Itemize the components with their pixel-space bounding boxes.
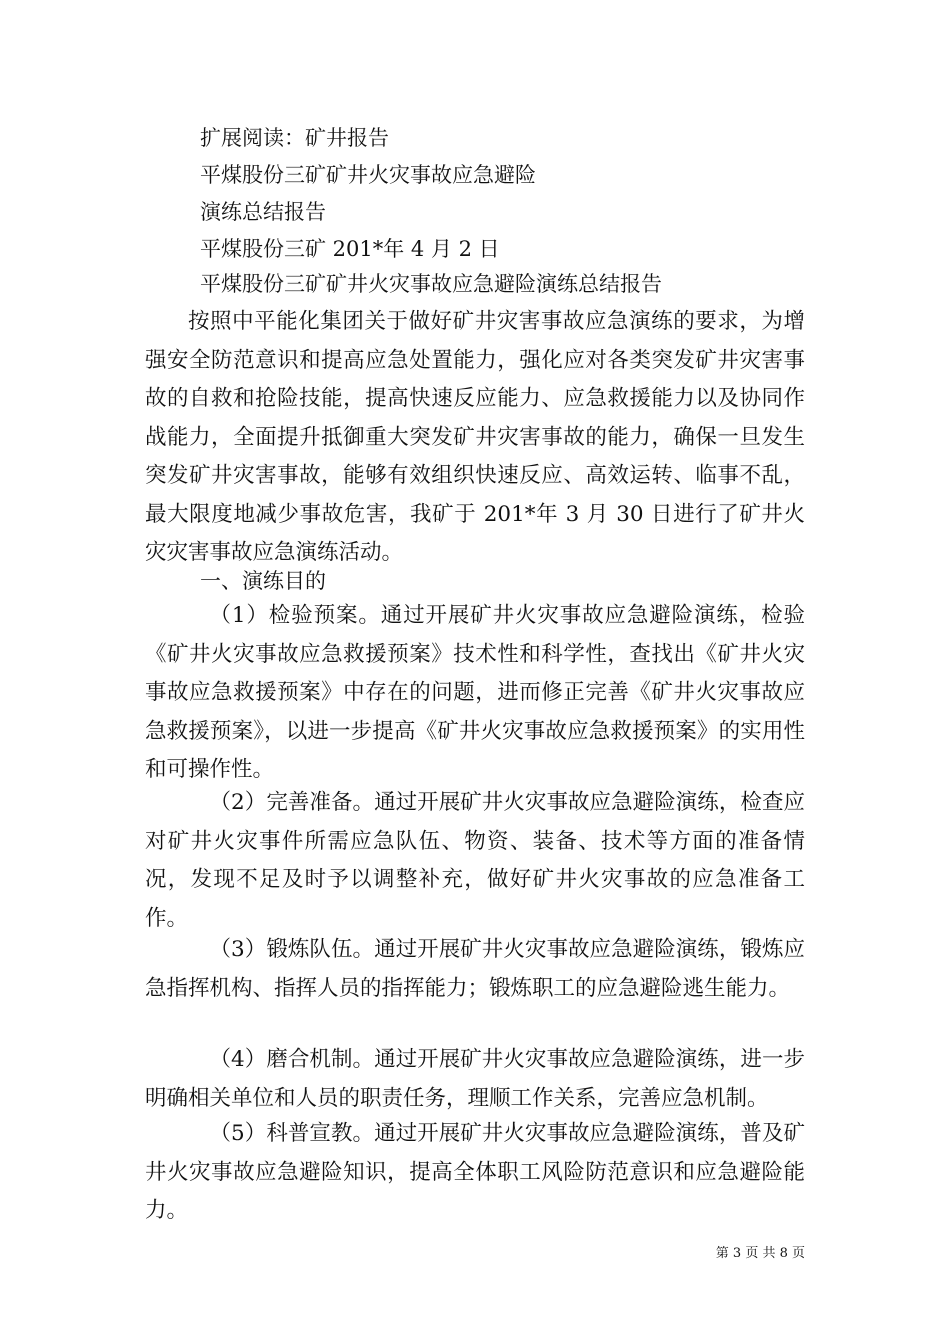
intro-paragraph: 按照中平能化集团关于做好矿井灾害事故应急演练的要求，为增强安全防范意识和提高应急处置能力，强化应对各类突发矿井灾害事故的自救和抢险技能，提高快速反应能力、应急救援能力以及协同作战能力，全面提升抵御重大突发矿井灾害事故的能力，确保一旦发生突发矿井灾害事故，能够有效组织快速反应、高效运转、临事不乱，最大限度地减少事故危害，我矿于 201*年 3 月 30 日进行了矿井火灾灾害事故应急演练活动。	[145, 309, 805, 565]
purpose-item-3: （3）锻炼队伍。通过开展矿井火灾事故应急避险演练，锻炼应急指挥机构、指挥人员的指挥能力；锻炼职工的应急避险逃生能力。	[145, 937, 805, 1001]
purpose-item-1: （1）检验预案。通过开展矿井火灾事故应急避险演练，检验《矿井火灾事故应急救援预案》技术性和科学性，查找出《矿井火灾事故应急救援预案》中存在的问题，进而修正完善《矿井火灾事故应急救援预案》，以进一步提高《矿井火灾事故应急救援预案》的实用性和可操作性。	[145, 603, 805, 782]
report-full-title: 平煤股份三矿矿井火灾事故应急避险演练总结报告	[200, 272, 662, 296]
purpose-item-5: （5）科普宣教。通过开展矿井火灾事故应急避险演练，普及矿井火灾事故应急避险知识，提高全体职工风险防范意识和应急避险能力。	[145, 1121, 805, 1223]
page-number-footer: 第 3 页 共 8 页	[715, 1246, 805, 1261]
section-heading: 一、演练目的	[200, 569, 326, 593]
report-title-line-1: 平煤股份三矿矿井火灾事故应急避险	[200, 163, 536, 187]
extended-reading-line: 扩展阅读：矿井报告	[200, 126, 389, 150]
purpose-item-4: （4）磨合机制。通过开展矿井火灾事故应急避险演练，进一步明确相关单位和人员的职责任务，理顺工作关系，完善应急机制。	[145, 1047, 805, 1111]
report-title-line-2: 演练总结报告	[200, 200, 326, 224]
report-date-line: 平煤股份三矿 201*年 4 月 2 日	[200, 237, 500, 261]
purpose-item-2: （2）完善准备。通过开展矿井火灾事故应急避险演练，检查应对矿井火灾事件所需应急队伍、物资、装备、技术等方面的准备情况，发现不足及时予以调整补充，做好矿井火灾事故的应急准备工作。	[145, 790, 805, 931]
